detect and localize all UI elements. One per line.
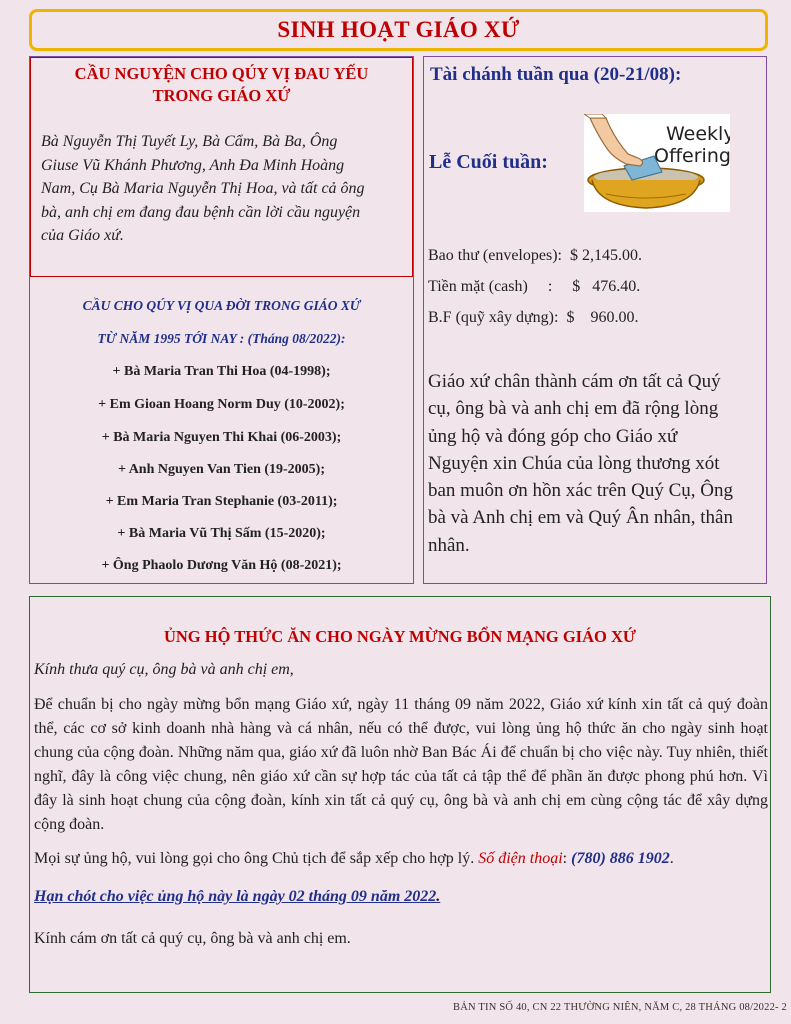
sick-title-line2: TRONG GIÁO XỨ bbox=[152, 86, 291, 105]
phone-number: (780) 886 1902 bbox=[571, 850, 670, 867]
sick-line: Nam, Cụ Bà Maria Nguyễn Thị Hoa, và tất cả ông bbox=[41, 180, 365, 197]
finance-bf: B.F (quỹ xây dựng): $ 960.00. bbox=[428, 309, 639, 326]
deceased-item: + Em Maria Tran Stephanie (03-2011); bbox=[105, 494, 338, 509]
prayer-column bbox=[29, 56, 414, 584]
sick-line: của Giáo xứ. bbox=[41, 227, 124, 244]
thanks-line: Giáo xứ chân thành cám ơn tất cả Quý bbox=[428, 371, 721, 392]
weekend-label: Lễ Cuối tuần: bbox=[429, 151, 548, 173]
sick-line: Bà Nguyễn Thị Tuyết Ly, Bà Cẩm, Bà Ba, Ông bbox=[41, 133, 338, 150]
thanks-paragraph bbox=[428, 368, 764, 559]
sick-line: bà, anh chị em đang đau bệnh cần lời cầu nguyện bbox=[41, 203, 361, 221]
sick-prayer-section bbox=[30, 57, 413, 277]
finance-envelopes: Bao thư (envelopes): $ 2,145.00. bbox=[428, 247, 642, 264]
food-deadline bbox=[34, 885, 768, 909]
contact-text: Mọi sự ủng hộ, vui lòng gọi cho ông Chủ tịch để sắp xếp cho hợp lý. bbox=[34, 850, 479, 867]
thanks-line: ban muôn ơn hồn xác trên Quý Cụ, Ông bbox=[428, 480, 734, 502]
phone-label: Số điện thoại bbox=[478, 850, 563, 867]
deadline-text: Hạn chót cho việc ủng hộ này là ngày 02 tháng 09 năm 2022 bbox=[34, 888, 437, 905]
food-greeting: Kính thưa quý cụ, ông bà và anh chị em, bbox=[34, 661, 294, 678]
deceased-item: + Em Gioan Hoang Norm Duy (10-2002); bbox=[98, 397, 345, 412]
deceased-item: + Ông Phaolo Dương Văn Hộ (08-2021); bbox=[101, 558, 342, 573]
sick-line: Giuse Vũ Khánh Phương, Anh Đa Minh Hoàng bbox=[41, 156, 345, 174]
sick-title-line1: CẦU NGUYỆN CHO QÚY VỊ ĐAU YẾU bbox=[74, 64, 369, 83]
offering-text: Offering bbox=[654, 145, 730, 167]
food-contact bbox=[34, 847, 768, 871]
deceased-item: + Bà Maria Nguyen Thi Khai (06-2003); bbox=[101, 430, 342, 445]
deceased-item: + Anh Nguyen Van Tien (19-2005); bbox=[117, 462, 325, 477]
finance-title: Tài chánh tuần qua (20-21/08): bbox=[430, 64, 682, 85]
footer-issue-info: BẢN TIN SỐ 40, CN 22 THƯỜNG NIÊN, NĂM C, 28 THÁNG 08/2022- 2 bbox=[453, 1002, 787, 1013]
food-donation-section bbox=[29, 596, 771, 993]
phone-period: . bbox=[669, 850, 674, 867]
sick-names bbox=[41, 130, 409, 248]
food-title: ỦNG HỘ THỨC ĂN CHO NGÀY MỪNG BỔN MẠNG GIÁO XỨ bbox=[163, 627, 637, 646]
finance-column bbox=[423, 56, 767, 584]
page-title: SINH HOẠT GIÁO XỨ bbox=[277, 17, 520, 42]
thanks-line: ủng hộ và đóng góp cho Giáo xứ bbox=[428, 425, 678, 447]
deadline-period: . bbox=[436, 888, 441, 905]
deceased-item: + Bà Maria Vũ Thị Sấm (15-2020); bbox=[117, 526, 326, 541]
food-closing: Kính cám ơn tất cả quý cụ, ông bà và anh chị em. bbox=[34, 930, 351, 947]
finance-cash: Tiền mặt (cash) : $ 476.40. bbox=[428, 278, 641, 295]
offering-basket-icon bbox=[584, 114, 730, 212]
deceased-item: + Bà Maria Tran Thi Hoa (04-1998); bbox=[112, 364, 331, 379]
weekly-offering-illustration bbox=[584, 114, 730, 212]
page-title-box bbox=[29, 9, 768, 51]
food-body: Để chuẩn bị cho ngày mừng bổn mạng Giáo xứ, ngày 11 tháng 09 năm 2022, Giáo xứ kính xin tất cả quý đoàn thể, các cơ sở kinh doanh nhà hàng và cá nhân, nếu có thể được, vui lòng ủng hộ thức ăn cho ngày sinh hoạt chung của cộng đoàn. Những năm qua, giáo xứ đã luôn nhờ Ban Bác Ái để chuẩn bị cho việc này. Tuy nhiên, thiết nghĩ, đây là công việc chung, nên giáo xứ cần sự hợp tác của tất cả tập thể để phần ăn được phong phú hơn. Vì đây là sinh hoạt chung của cộng đoàn, kính xin tất cả quý cụ, ông bà và anh chị em cùng cộng tác để xây dựng cộng đoàn. bbox=[34, 696, 768, 833]
weekly-text: Weekly bbox=[666, 123, 730, 145]
thanks-line: Nguyện xin Chúa của lòng thương xót bbox=[428, 452, 720, 474]
deceased-subtitle: TỪ NĂM 1995 TỚI NAY : (Tháng 08/2022): bbox=[97, 331, 346, 346]
phone-sep: : bbox=[562, 850, 572, 867]
deceased-title: CẦU CHO QÚY VỊ QUA ĐỜI TRONG GIÁO XỨ bbox=[82, 298, 361, 313]
thanks-line: cụ, ông bà và anh chị em đã rộng lòng bbox=[428, 398, 719, 420]
thanks-line: bà và Anh chị em và Quý Ân nhân, thân bbox=[428, 507, 733, 529]
thanks-line: nhân. bbox=[428, 534, 470, 556]
